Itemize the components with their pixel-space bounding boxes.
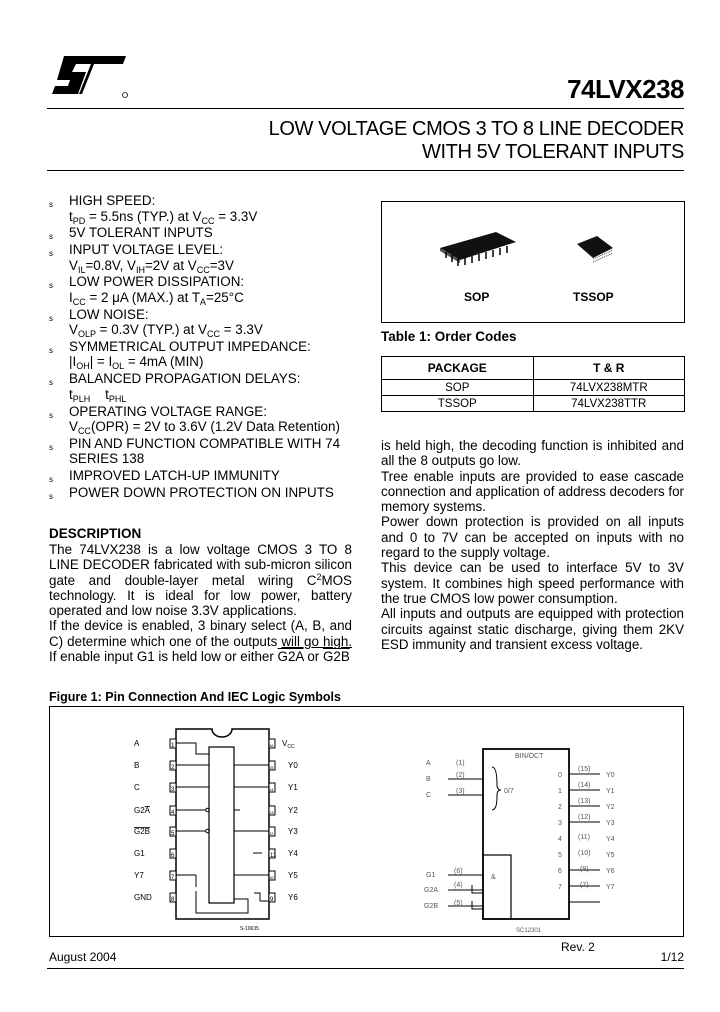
svg-text:4: 4 xyxy=(558,836,562,843)
bullet-icon: s xyxy=(49,442,53,452)
svg-text:(14): (14) xyxy=(578,782,591,789)
feature-detail: $|I_{OH}| = I_{OL} = 4mA$ (MIN) xyxy=(69,354,204,372)
pin-label-y3: Y3 xyxy=(288,827,298,836)
svg-text:10: 10 xyxy=(269,875,274,880)
svg-text:A: A xyxy=(426,760,431,767)
figure-title: Figure 1: Pin Connection And IEC Logic Symbols xyxy=(49,690,341,704)
feature-detail: $t_{PD} = 5.5ns$ (TYP.) at $V_{CC} = 3.3V$ xyxy=(69,208,258,226)
header-rule-bottom xyxy=(47,170,684,171)
page-number: 1/12 xyxy=(660,950,684,964)
pin-label-y7: Y7 xyxy=(134,871,144,880)
feature-item xyxy=(48,307,368,338)
description-paragraph: This device can be used to interface 5V to 3V system. It combines high speed performance with the true CMOS low power consumption. xyxy=(381,560,684,606)
svg-text:(2): (2) xyxy=(456,772,465,779)
feature-item xyxy=(48,242,368,273)
features-list xyxy=(48,193,368,502)
feature-detail: $V_{OLP} = 0.3V$ (TYP.) at $V_{CC} = 3.3V$ xyxy=(69,322,263,340)
pin-label-g2a: G2A xyxy=(134,806,151,815)
bullet-icon: s xyxy=(49,491,53,501)
pin-label-b: B xyxy=(134,761,140,770)
feature-title: 5V TOLERANT INPUTS xyxy=(69,225,213,241)
diagram-code: S-10635 xyxy=(240,926,259,932)
svg-text:(1): (1) xyxy=(456,760,465,767)
feature-item xyxy=(48,371,368,402)
pin-label-g1: G1 xyxy=(134,849,145,858)
pin-label-g2b: G2B xyxy=(134,827,151,836)
feature-title: LOW NOISE: xyxy=(69,306,149,322)
svg-text:G2A: G2A xyxy=(424,887,439,894)
svg-text:C: C xyxy=(426,792,432,799)
svg-text:12: 12 xyxy=(269,831,274,836)
feature-title: POWER DOWN PROTECTION ON INPUTS xyxy=(69,484,334,500)
svg-text:Y3: Y3 xyxy=(606,820,615,827)
feature-detail: $V_{IL}=0.8V$, $V_{IH}=2V$ at $V_{CC}=3V$ xyxy=(69,257,234,275)
svg-text:16: 16 xyxy=(269,743,274,748)
description-paragraph: Tree enable inputs are provided to ease cascade connection and application of address decoders for memory systems. xyxy=(381,468,684,515)
cell-package: SOP xyxy=(382,380,534,396)
svg-text:B: B xyxy=(426,776,431,783)
svg-text:5: 5 xyxy=(558,852,562,859)
svg-text:0: 0 xyxy=(558,772,562,779)
sop-package-icon xyxy=(438,230,518,270)
feature-item xyxy=(48,404,368,435)
feature-title: PIN AND FUNCTION COMPATIBLE WITH 74 SERIES 138 xyxy=(69,435,341,467)
table-row xyxy=(382,380,685,396)
pin-label-a: A xyxy=(134,739,140,748)
feature-item xyxy=(48,436,368,467)
package-label-tssop: TSSOP xyxy=(573,290,614,304)
feature-item xyxy=(48,339,368,370)
feature-item xyxy=(48,485,368,501)
svg-text:Y2: Y2 xyxy=(606,804,615,811)
description-right-column xyxy=(381,438,684,652)
iec-code: SC12301 xyxy=(516,928,542,934)
bullet-icon: s xyxy=(49,410,53,420)
document-date: August 2004 xyxy=(49,950,117,964)
svg-text:(4): (4) xyxy=(454,882,463,889)
svg-text:G2B: G2B xyxy=(424,903,439,910)
bullet-icon: s xyxy=(49,232,53,242)
svg-text:Y0: Y0 xyxy=(606,772,615,779)
feature-item xyxy=(48,225,368,241)
svg-text:(9): (9) xyxy=(580,866,589,873)
svg-text:8: 8 xyxy=(171,897,175,903)
cell-order-code: 74LVX238MTR xyxy=(533,380,685,396)
svg-text:7: 7 xyxy=(558,884,562,891)
svg-text:15: 15 xyxy=(269,765,274,770)
part-number: 74LVX238 xyxy=(567,74,684,104)
feature-title: IMPROVED LATCH-UP IMMUNITY xyxy=(69,468,280,484)
svg-text:1: 1 xyxy=(171,743,175,749)
svg-text:(5): (5) xyxy=(454,900,463,907)
svg-text:(11): (11) xyxy=(578,834,590,841)
svg-text:3: 3 xyxy=(171,787,175,793)
feature-detail: $V_{CC}(OPR) = 2V$ to 3.6V (1.2V Data Retention) xyxy=(69,419,340,437)
iec-header: BIN/OCT xyxy=(515,753,544,760)
pin-connection-diagram xyxy=(130,721,320,931)
iec-weight-label: 0/7 xyxy=(504,788,514,795)
svg-text:Y4: Y4 xyxy=(606,836,615,843)
feature-detail: $I_{CC} = 2$ μA (MAX.) at $T_A=25^\circ C$ xyxy=(69,289,244,307)
footer-rule xyxy=(47,968,684,969)
svg-text:11: 11 xyxy=(270,853,277,859)
pin-label-gnd: GND xyxy=(134,893,152,902)
document-subtitle xyxy=(269,118,684,164)
svg-text:Y5: Y5 xyxy=(606,852,615,859)
svg-text:(13): (13) xyxy=(578,798,591,805)
svg-text:2: 2 xyxy=(171,765,175,771)
pin-label-vcc: $V_{CC}$ xyxy=(282,739,295,750)
svg-text:(7): (7) xyxy=(580,882,589,889)
description-paragraph: Power down protection is provided on all inputs and 0 to 7V can be accepted on inputs with no regard to the supply voltage. xyxy=(381,514,684,561)
svg-text:1: 1 xyxy=(558,788,562,795)
bullet-icon: s xyxy=(49,313,53,323)
table-header-row xyxy=(382,357,685,380)
svg-text:(15): (15) xyxy=(578,766,591,773)
svg-text:Y7: Y7 xyxy=(606,884,615,891)
feature-detail: $t_{PLH}$ $t_{PHL}$ xyxy=(69,386,127,404)
order-table-title: Table 1: Order Codes xyxy=(381,329,517,344)
pin-label-c: C xyxy=(134,783,140,792)
subtitle-line-1: LOW VOLTAGE CMOS 3 TO 8 LINE DECODER xyxy=(268,118,684,140)
order-codes-table xyxy=(381,356,685,412)
feature-title: BALANCED PROPAGATION DELAYS: xyxy=(69,371,301,387)
svg-text:(6): (6) xyxy=(454,868,463,875)
tssop-package-icon xyxy=(575,234,615,266)
cell-order-code: 74LVX238TTR xyxy=(533,396,685,412)
st-logo xyxy=(48,50,128,100)
svg-text:G1: G1 xyxy=(426,872,436,879)
svg-text:(10): (10) xyxy=(578,850,591,857)
feature-title: HIGH SPEED: xyxy=(69,193,156,208)
revision: Rev. 2 xyxy=(561,940,595,954)
svg-text:(3): (3) xyxy=(456,788,465,795)
svg-text:7: 7 xyxy=(171,875,175,881)
description-paragraph: If the device is enabled, 3 binary select (A, B, and C) determine which one of the outputs will go high. If enable input G1 is held low or either G2A or G2B xyxy=(49,618,352,665)
bullet-icon: s xyxy=(49,281,53,291)
feature-title: SYMMETRICAL OUTPUT IMPEDANCE: xyxy=(69,338,311,354)
svg-text:14: 14 xyxy=(269,787,274,792)
pin-label-y5: Y5 xyxy=(288,871,298,880)
description-left-column xyxy=(49,542,352,664)
column-header-tr: T & R xyxy=(533,357,685,380)
cell-package: TSSOP xyxy=(382,396,534,412)
feature-title: LOW POWER DISSIPATION: xyxy=(69,274,245,290)
bullet-icon: s xyxy=(49,378,53,388)
iec-logic-symbol xyxy=(420,725,640,934)
feature-item xyxy=(48,193,368,224)
bullet-icon: s xyxy=(49,200,53,209)
feature-title: INPUT VOLTAGE LEVEL: xyxy=(69,242,224,258)
iec-enable-label: & xyxy=(491,874,496,881)
description-heading: DESCRIPTION xyxy=(49,526,142,541)
figure-box xyxy=(49,706,684,937)
subtitle-line-2: WITH 5V TOLERANT INPUTS xyxy=(422,141,684,163)
table-row xyxy=(382,396,685,412)
svg-text:Y1: Y1 xyxy=(606,788,615,795)
package-images-box xyxy=(381,201,685,323)
svg-text:4: 4 xyxy=(171,810,175,816)
description-paragraph: The 74LVX238 is a low voltage CMOS 3 TO 8 LINE DECODER fabricated with sub-micron silicon gate and double-layer metal wiring $C^2MOS$ technology. It is ideal for low power, battery operated and low noise 3.3V applications. xyxy=(49,542,352,619)
svg-text:9: 9 xyxy=(270,897,274,903)
svg-text:Y6: Y6 xyxy=(606,868,615,875)
pin-label-y2: Y2 xyxy=(288,806,298,815)
svg-text:3: 3 xyxy=(558,820,562,827)
description-paragraph: is held high, the decoding function is inhibited and all the 8 outputs go low. xyxy=(381,438,684,469)
svg-text:13: 13 xyxy=(269,810,274,815)
feature-title: OPERATING VOLTAGE RANGE: xyxy=(69,403,267,419)
feature-item xyxy=(48,274,368,305)
bullet-icon: s xyxy=(49,249,53,259)
description-paragraph: All inputs and outputs are equipped with protection circuits against static discharge, giving them 2KV ESD immunity and transient excess voltage. xyxy=(381,606,684,652)
header-rule-top xyxy=(47,108,684,109)
feature-item xyxy=(48,468,368,484)
bullet-icon: s xyxy=(49,345,53,355)
pin-label-y0: Y0 xyxy=(288,761,298,770)
pin-label-y6: Y6 xyxy=(288,893,298,902)
bullet-icon: s xyxy=(49,475,53,485)
svg-text:(12): (12) xyxy=(578,814,591,821)
svg-text:2: 2 xyxy=(558,804,562,811)
pin-label-y4: Y4 xyxy=(288,849,298,858)
svg-text:6: 6 xyxy=(558,868,562,875)
package-label-sop: SOP xyxy=(464,290,490,304)
svg-text:6: 6 xyxy=(171,853,175,859)
svg-text:5: 5 xyxy=(171,831,175,837)
column-header-package: PACKAGE xyxy=(382,357,534,380)
pin-label-y1: Y1 xyxy=(288,783,298,792)
